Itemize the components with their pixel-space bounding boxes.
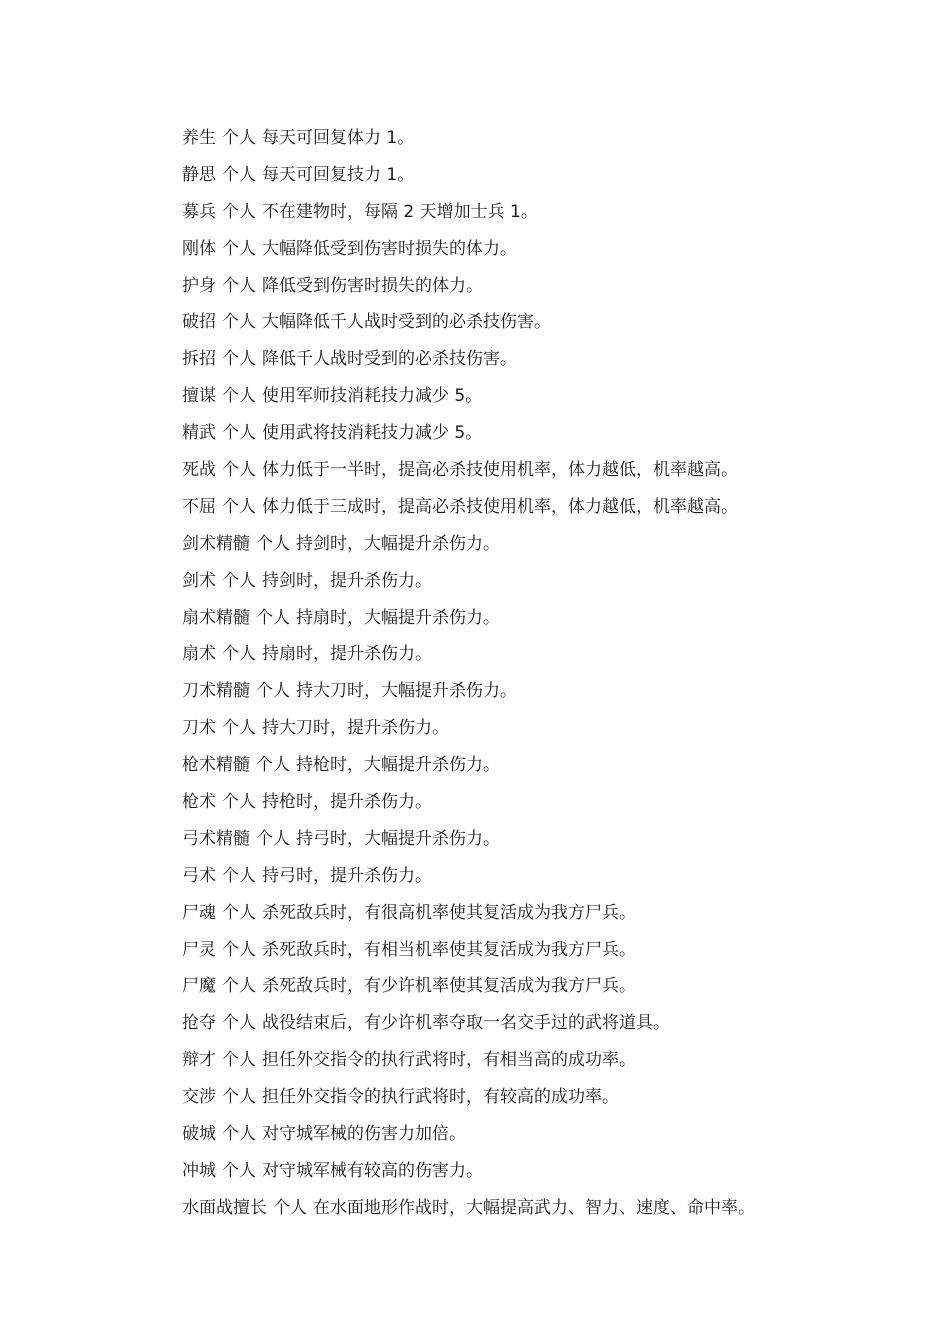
skill-scope: 个人	[222, 865, 256, 886]
skill-line	[182, 895, 922, 932]
skill-description: 使用军师技消耗技力减少 5。	[262, 386, 483, 407]
skill-line	[182, 1190, 922, 1227]
skill-name: 交涉	[182, 1087, 216, 1108]
skill-scope: 个人	[222, 349, 256, 370]
skill-line	[182, 710, 922, 747]
skill-name: 枪术	[182, 792, 216, 813]
skill-description: 持弓时，提升杀伤力。	[262, 865, 432, 886]
skill-line	[182, 489, 922, 526]
skill-description: 每天可回复技力 1。	[262, 164, 415, 185]
skill-line	[182, 1005, 922, 1042]
skill-scope: 个人	[256, 607, 290, 628]
skill-description: 战役结束后，有少许机率夺取一名交手过的武将道具。	[262, 1013, 670, 1034]
skill-description: 对守城军械有较高的伤害力。	[262, 1160, 483, 1181]
skill-name: 抢夺	[182, 1013, 216, 1034]
skill-line	[182, 1116, 922, 1153]
skill-name: 死战	[182, 460, 216, 481]
skill-name: 拆招	[182, 349, 216, 370]
skill-scope: 个人	[256, 681, 290, 702]
skill-name: 护身	[182, 275, 216, 296]
skill-line	[182, 231, 922, 268]
skill-name: 冲城	[182, 1160, 216, 1181]
skill-line	[182, 526, 922, 563]
skill-description: 在水面地形作战时，大幅提高武力、智力、速度、命中率。	[313, 1197, 755, 1218]
skill-scope: 个人	[222, 570, 256, 591]
skill-description: 杀死敌兵时，有少许机率使其复活成为我方尸兵。	[262, 976, 636, 997]
skill-line	[182, 747, 922, 784]
skill-line	[182, 341, 922, 378]
skill-scope: 个人	[222, 644, 256, 665]
skill-scope: 个人	[256, 755, 290, 776]
skill-description: 降低受到伤害时损失的体力。	[262, 275, 483, 296]
skill-line	[182, 821, 922, 858]
skill-description: 持剑时，提升杀伤力。	[262, 570, 432, 591]
skill-scope: 个人	[222, 423, 256, 444]
skill-description: 担任外交指令的执行武将时，有相当高的成功率。	[262, 1050, 636, 1071]
skill-description: 使用武将技消耗技力减少 5。	[262, 423, 483, 444]
skill-name: 擅谋	[182, 386, 216, 407]
skill-line	[182, 268, 922, 305]
skill-scope: 个人	[222, 164, 256, 185]
skill-scope: 个人	[222, 718, 256, 739]
skill-name: 募兵	[182, 201, 216, 222]
skill-name: 扇术	[182, 644, 216, 665]
skill-line	[182, 452, 922, 489]
skill-name: 刀术精髓	[182, 681, 250, 702]
skill-scope: 个人	[273, 1197, 307, 1218]
skill-description: 不在建物时，每隔 2 天增加士兵 1。	[262, 201, 538, 222]
skill-line	[182, 968, 922, 1005]
skill-name: 扇术精髓	[182, 607, 250, 628]
skill-line	[182, 1079, 922, 1116]
skill-description: 持枪时，提升杀伤力。	[262, 792, 432, 813]
skill-scope: 个人	[222, 496, 256, 517]
skill-name: 剑术精髓	[182, 533, 250, 554]
skill-name: 水面战擅长	[182, 1197, 267, 1218]
skill-line	[182, 600, 922, 637]
skill-line	[182, 415, 922, 452]
skill-scope: 个人	[222, 460, 256, 481]
skill-name: 破招	[182, 312, 216, 333]
skill-scope: 个人	[222, 312, 256, 333]
skill-line	[182, 1153, 922, 1190]
skill-line	[182, 1042, 922, 1079]
skill-description: 降低千人战时受到的必杀技伤害。	[262, 349, 517, 370]
skill-name: 精武	[182, 423, 216, 444]
skill-description: 担任外交指令的执行武将时，有较高的成功率。	[262, 1087, 619, 1108]
skill-description: 对守城军械的伤害力加倍。	[262, 1124, 466, 1145]
skill-scope: 个人	[222, 201, 256, 222]
skill-name: 破城	[182, 1124, 216, 1145]
skill-line	[182, 157, 922, 194]
skill-name: 尸魔	[182, 976, 216, 997]
skill-line	[182, 304, 922, 341]
skill-name: 静思	[182, 164, 216, 185]
skill-description: 杀死敌兵时，有很高机率使其复活成为我方尸兵。	[262, 902, 636, 923]
skill-name: 弓术精髓	[182, 828, 250, 849]
skill-scope: 个人	[222, 1160, 256, 1181]
skill-name: 不屈	[182, 496, 216, 517]
skill-scope: 个人	[222, 386, 256, 407]
skill-name: 辩才	[182, 1050, 216, 1071]
skill-description: 持扇时，提升杀伤力。	[262, 644, 432, 665]
skill-line	[182, 378, 922, 415]
skill-line	[182, 194, 922, 231]
skill-description: 持大刀时，提升杀伤力。	[262, 718, 449, 739]
skill-description: 杀死敌兵时，有相当机率使其复活成为我方尸兵。	[262, 939, 636, 960]
skill-scope: 个人	[222, 1087, 256, 1108]
skill-name: 枪术精髓	[182, 755, 250, 776]
skill-name: 尸灵	[182, 939, 216, 960]
skill-description: 持剑时，大幅提升杀伤力。	[296, 533, 500, 554]
skill-line	[182, 673, 922, 710]
skill-line	[182, 932, 922, 969]
skill-scope: 个人	[256, 533, 290, 554]
skill-scope: 个人	[256, 828, 290, 849]
skill-scope: 个人	[222, 275, 256, 296]
skill-description: 持扇时，大幅提升杀伤力。	[296, 607, 500, 628]
skill-scope: 个人	[222, 902, 256, 923]
skill-scope: 个人	[222, 1124, 256, 1145]
skill-scope: 个人	[222, 976, 256, 997]
skill-scope: 个人	[222, 238, 256, 259]
skill-description: 持弓时，大幅提升杀伤力。	[296, 828, 500, 849]
skill-line	[182, 563, 922, 600]
skill-description: 持大刀时，大幅提升杀伤力。	[296, 681, 517, 702]
skill-scope: 个人	[222, 128, 256, 148]
skill-scope: 个人	[222, 1050, 256, 1071]
skill-scope: 个人	[222, 1013, 256, 1034]
skill-name: 尸魂	[182, 902, 216, 923]
skill-description: 体力低于一半时，提高必杀技使用机率，体力越低，机率越高。	[262, 460, 738, 481]
skill-description: 每天可回复体力 1。	[262, 128, 415, 148]
skill-description: 持枪时，大幅提升杀伤力。	[296, 755, 500, 776]
skill-description: 大幅降低千人战时受到的必杀技伤害。	[262, 312, 551, 333]
skill-name: 养生	[182, 128, 216, 148]
skill-name: 弓术	[182, 865, 216, 886]
skill-description: 体力低于三成时，提高必杀技使用机率，体力越低，机率越高。	[262, 496, 738, 517]
skill-name: 刚体	[182, 238, 216, 259]
skill-scope: 个人	[222, 792, 256, 813]
skill-line	[182, 120, 922, 157]
skill-scope: 个人	[222, 939, 256, 960]
skill-line	[182, 636, 922, 673]
skill-description: 大幅降低受到伤害时损失的体力。	[262, 238, 517, 259]
skill-line	[182, 858, 922, 895]
skill-line	[182, 784, 922, 821]
skill-name: 刀术	[182, 718, 216, 739]
skill-list	[182, 120, 922, 1227]
skill-name: 剑术	[182, 570, 216, 591]
